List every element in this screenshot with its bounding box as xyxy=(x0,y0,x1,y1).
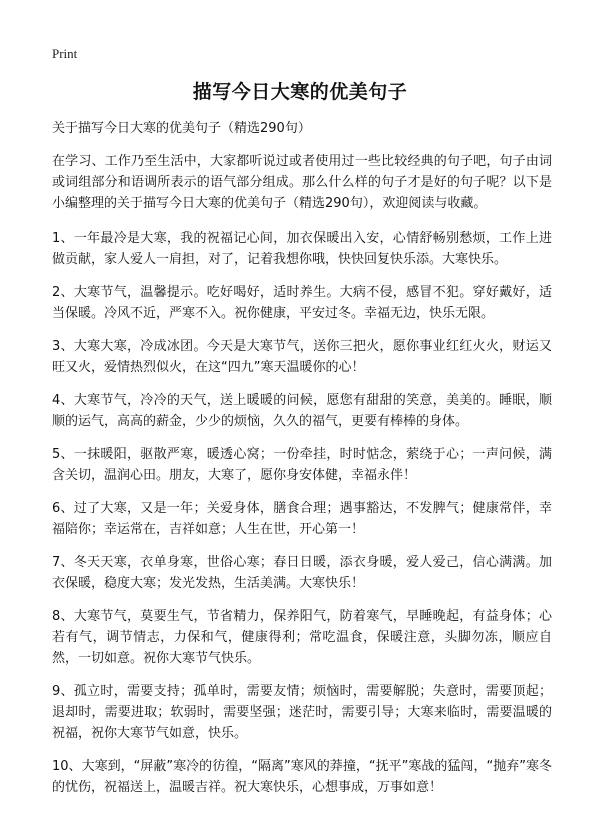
print-link[interactable]: Print xyxy=(52,46,78,61)
list-item: 2、大寒节气，温馨提示。吃好喝好，适时养生。大病不侵，感冒不犯。穿好戴好，适当保暖。冷风不近，严寒不入。祝你健康，平安过冬。幸福无边，快乐无限。 xyxy=(52,285,552,321)
intro-paragraph: 在学习、工作乃至生活中，大家都听说过或者使用过一些比较经典的句子吧，句子由词或词组部分和语调所表示的语气部分组成。那么什么样的句子才是好的句子呢？以下是小编整理的关于描写今日大寒的优美句子（精选290句），欢迎阅读与收藏。 xyxy=(52,154,552,211)
document-subtitle: 关于描写今日大寒的优美句子（精选290句） xyxy=(52,121,311,136)
list-item: 5、一抹暖阳，驱散严寒，暖透心窝；一份牵挂，时时惦念，萦绕于心；一声问候，满含关切，温润心田。朋友，大寒了，愿你身安体健，幸福永伴！ xyxy=(52,447,552,483)
list-item: 6、过了大寒，又是一年；关爱身体，膳食合理；遇事豁达，不发脾气；健康常伴，幸福陪你；幸运常在，吉祥如意；人生在世，开心第一！ xyxy=(52,501,552,537)
list-item: 10、大寒到，“屏蔽”寒冷的彷徨，“隔离”寒风的莽撞，“抚平”寒战的猛闯，“抛弃”寒冬的忧伤，祝福送上，温暖吉祥。祝大寒快乐，心想事成，万事如意！ xyxy=(52,759,552,795)
list-item: 8、大寒节气，莫要生气，节省精力，保养阳气，防着寒气，早睡晚起，有益身体；心若有气，调节情志，力保和气，健康得利；常吃温食，保暖注意，头脚勿冻，顺应自然，一切如意。祝你大寒节气快乐。 xyxy=(52,609,552,666)
list-item: 9、孤立时，需要支持；孤单时，需要友情；烦恼时，需要解脱；失意时，需要顶起；退却时，需要进取；软弱时，需要坚强；迷茫时，需要引导；大寒来临时，需要温暖的祝福，祝你大寒节气如意，快乐。 xyxy=(52,684,552,741)
document-body xyxy=(52,118,552,810)
list-item: 1、一年最冷是大寒，我的祝福记心间，加衣保暖出入安，心情舒畅别愁烦，工作上进做贡献，家人爱人一肩担，对了，记着我想你哦，快快回复快乐添。大寒快乐。 xyxy=(52,231,552,267)
page-title: 描写今日大寒的优美句子 xyxy=(192,81,408,103)
list-item: 7、冬天天寒，衣单身寒，世俗心寒；春日日暖，添衣身暖，爱人爱己，信心满满。加衣保暖，稳度大寒；发光发热，生活美满。大寒快乐！ xyxy=(52,555,552,591)
list-item: 3、大寒大寒，冷成冰团。今天是大寒节气，送你三把火，愿你事业红红火火，财运又旺又火，爱情热烈似火，在这“四九”寒天温暖你的心！ xyxy=(52,339,552,375)
list-item: 4、大寒节气，冷冷的天气，送上暖暖的问候，愿您有甜甜的笑意，美美的。睡眠，顺顺的运气，高高的薪金，少少的烦恼，久久的福气，更要有棒棒的身体。 xyxy=(52,393,552,429)
